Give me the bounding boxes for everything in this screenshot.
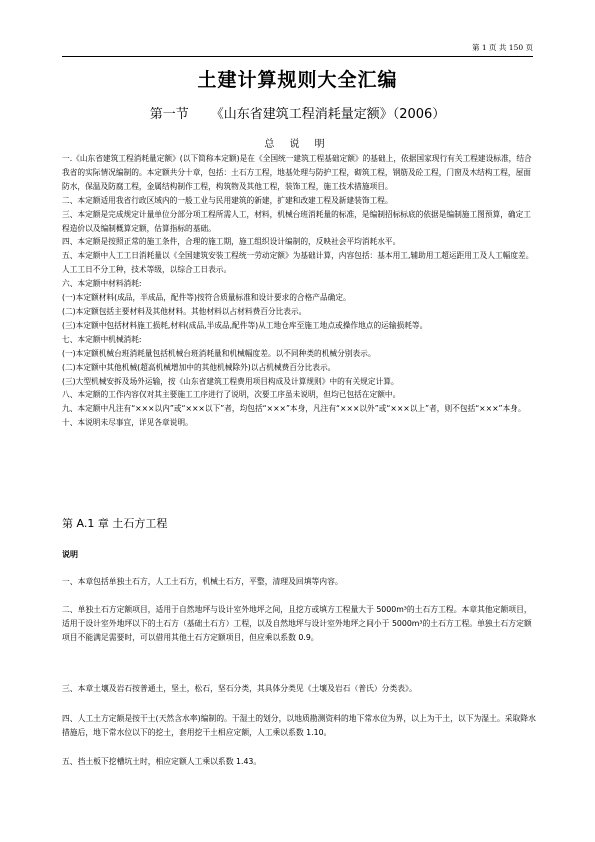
general-item: 二、本定额适用我省行政区域内的一般工业与民用建筑的新建，扩建和改建工程及新建装饰工程。	[62, 195, 393, 205]
chapter-heading: 第 A.1 章 土石方工程	[62, 517, 168, 530]
rule-item: 三、本章土壤及岩石按普通土，坚土，松石，坚石分类，其具体分类见《土壤及岩石（普氏）分类表》。	[62, 684, 417, 693]
general-notes	[62, 152, 537, 430]
general-item: (一)本定额机械台班消耗量包括机械台班消耗量和机械幅度差。以不同种类的机械分别表示。	[62, 348, 376, 358]
section-heading	[0, 103, 595, 122]
general-item: (一)本定额材料(成品，半成品，配件等)按符合质量标准和设计要求的合格产品确定。	[62, 293, 351, 303]
sub-heading: 说明	[62, 550, 78, 559]
general-item: 六、本定额中材料消耗:	[62, 279, 142, 289]
page-header	[62, 42, 533, 57]
rule-item: 一、本章包括单独土石方，人工土石方，机械土石方，平整，清理及回填等内容。	[62, 577, 343, 586]
general-item: 四、本定额是按照正常的施工条件，合理的施工期，施工组织设计编制的，反映社会平均消耗水平。	[62, 237, 401, 247]
general-item: 五、本定额中人工工日消耗量以《全国建筑安装工程统一劳动定额》为基础计算，内容包括：基本用工,辅助用工超运距用工及人工幅度差。人工工日不分工种，技术等级，以综合工日表示。	[62, 251, 534, 275]
general-item: 一.《山东省建筑工程消耗量定额》(以下简称本定额)是在《全国统一建筑工程基础定额》的基础上，依据国家现行有关工程建设标准，结合我省的实际情况编制的。本定额共分十章，包括：土石方工程，地基处理与防护工程，砌筑工程，钢筋及砼工程，门窗及木结构工程，屋面防水，保温及防腐工程，金属结构制作工程，构筑物及其他工程，装饰工程，施工技术措施项目。	[62, 154, 532, 191]
rule-item: 五、挡土板下挖槽坑土时，相应定额人工乘以系数 1.43。	[62, 757, 262, 766]
general-item: 十、本说明未尽事宜，详见各章说明。	[62, 418, 193, 428]
general-item: 八、本定额的工作内容仅对其主要施工工序进行了说明，次要工序虽未说明，但均已包括在定额中。	[62, 390, 401, 400]
general-item: (二)本定额中其他机械(超高机械增加中的其他机械除外)以占机械费百分比表示。	[62, 362, 336, 372]
general-item: (三)大型机械安拆及场外运输，按《山东省建筑工程费用项目构成及计算规则》中的有关规定计算。	[62, 376, 399, 386]
section-number: 第一节	[149, 107, 189, 122]
general-item: 七、本定额中机械消耗:	[62, 334, 142, 344]
page-number: 第 1 页 共 150 页	[471, 43, 533, 52]
general-heading: 总 说 明	[264, 139, 331, 150]
rule-item: 二、单独土石方定额项目，适用于自然地坪与设计室外地坪之间，且挖方或填方工程量大于 5000m³的土石方工程。本章其他定额项目，适用于设计室外地坪以下的土石方（基础土石方）工程，以及自然地坪与设计室外地坪之间小于 5000m³的土石方工程。单独土石方定额项目不能满足需要时，可以借用其他土石方定额项目，但应乘以系数 0.9。	[62, 605, 532, 643]
general-item: 九、本定额中凡注有“×××以内”或“×××以下”者，均包括“×××”本身，凡注有“×××以外”或“×××以上”者，则不包括“×××”本身。	[62, 404, 526, 414]
general-item: (三)本定额中包括材料施工损耗,材料(成品,半成品,配件等)从工地仓库至施工地点或操作地点的运输损耗等。	[62, 320, 428, 330]
general-item: (二)本定额包括主要材料及其他材料。其他材料以占材料费百分比表示。	[62, 306, 307, 316]
document-title: 土建计算规则大全汇编	[197, 69, 398, 91]
general-item: 三、本定额是完成规定计量单位分部分项工程所需人工，材料，机械台班消耗量的标准，是编制招标标底的依据是编制施工图预算，确定工程造价以及编制概算定额，估算指标的基础。	[62, 209, 531, 233]
rule-item: 四、人工土方定额是按干土(天然含水率)编制的。干湿土的划分，以地质勘测资料的地下常水位为界，以上为干土，以下为湿土。采取降水措施后，地下常水位以下的挖土，套用挖干土相应定额，人工乘以系数 1.10。	[62, 714, 536, 738]
section-name: 《山东省建筑工程消耗量定额》（2006）	[210, 107, 446, 122]
